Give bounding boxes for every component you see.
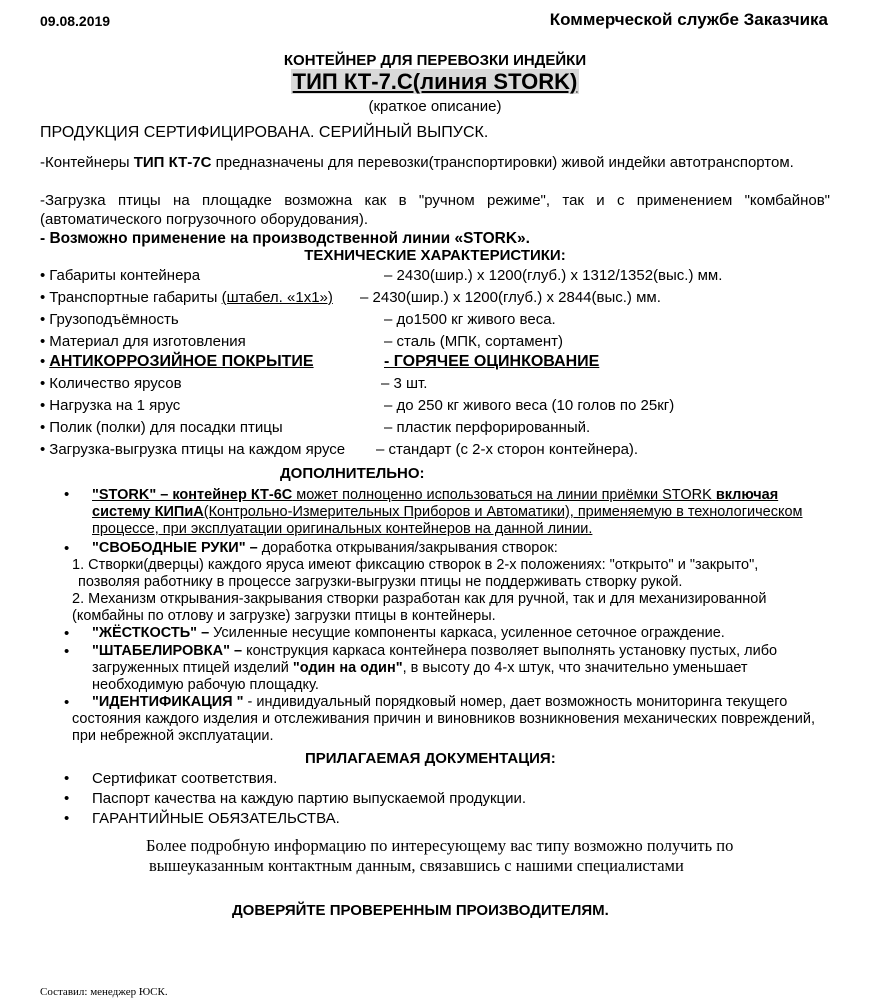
additional-heading — [0, 465, 870, 482]
spec-row — [40, 441, 840, 463]
spec-label-text: Грузоподъёмность — [49, 311, 179, 328]
identification-title: "ИДЕНТИФИКАЦИЯ " — [92, 694, 244, 710]
rigidity-text: Усиленные несущие компоненты каркаса, усиленное сеточное ограждение. — [209, 625, 725, 641]
bullet-icon: • — [40, 311, 46, 328]
free-hands-title: "СВОБОДНЫЕ РУКИ" – — [92, 540, 258, 556]
spec-label-text: Транспортные габариты — [49, 289, 222, 306]
spec-label — [40, 267, 200, 284]
bullet-icon: • — [40, 289, 46, 306]
specs-heading: ТЕХНИЧЕСКИЕ ХАРАКТЕРИСТИКИ: — [304, 247, 566, 264]
identification-text-2: состояния каждого изделия и отслеживания причин и виновников возникновения механических повреждений, — [72, 711, 816, 727]
free-hands-text: доработка открывания/закрывания створок: — [257, 540, 558, 556]
spec-label — [40, 353, 314, 371]
spec-label-text: АНТИКОРРОЗИЙНОЕ ПОКРЫТИЕ — [49, 353, 314, 370]
stork-item — [92, 487, 822, 538]
spec-row — [40, 289, 840, 311]
spec-value: – до1500 кг живого веса. — [384, 311, 556, 328]
spec-label-text: Габариты контейнера — [49, 267, 201, 284]
spec-value: – пластик перфорированный. — [384, 419, 591, 436]
trust-slogan — [0, 902, 870, 919]
spec-row — [40, 267, 840, 289]
more-info-line-2: вышеуказанным контактным данным, связавшись с нашими специалистами — [149, 856, 684, 875]
identification-item — [92, 694, 822, 711]
stork-item-text-2: (Контрольно-Измерительных Приборов и Автоматики), применяемую в технологическом процессе, при эксплуатации оригинальных контейнеров на данной линии. — [92, 504, 803, 537]
type-title-wrapper — [0, 69, 870, 95]
rigidity-title: "ЖЁСТКОСТЬ" – — [92, 625, 210, 641]
free-hands-point-2-cont: (комбайны по отлову и загрузке) загрузки птицы в контейнеры. — [72, 608, 496, 624]
bullet-icon: • — [64, 770, 70, 787]
bullet-icon: • — [40, 353, 46, 370]
spec-row — [40, 397, 840, 419]
spec-label-text: Нагрузка на 1 ярус — [49, 397, 181, 414]
stork-item-title: "STORK" – контейнер КТ-6С — [92, 487, 293, 503]
intro-paragraph-loading: -Загрузка птицы на площадке возможна как в "ручном режиме", так и с применением "комбайнов" (автоматического погрузочного оборудования). — [40, 192, 830, 228]
spec-value: – 3 шт. — [381, 375, 428, 392]
spec-row — [40, 311, 840, 333]
spec-value: – сталь (МПК, сортамент) — [384, 333, 564, 350]
documentation-heading-text: ПРИЛАГАЕМАЯ ДОКУМЕНТАЦИЯ: — [305, 750, 556, 767]
stacking-text: конструкция каркаса контейнера позволяет выполнять установку пустых, либо загруженных птицей изделий — [92, 643, 778, 676]
certified-statement: ПРОДУКЦИЯ СЕРТИФИЦИРОВАНА. СЕРИЙНЫЙ ВЫПУСК. — [40, 124, 489, 141]
bullet-icon: • — [40, 441, 46, 458]
free-hands-item — [92, 540, 822, 557]
intro-paragraph-purpose — [40, 153, 830, 172]
spec-label-text: Материал для изготовления — [49, 333, 246, 350]
subtitle: (краткое описание) — [368, 98, 502, 115]
stacking-one-on-one: "один на один" — [292, 660, 403, 676]
bullet-icon: • — [64, 625, 70, 642]
spec-label-text: Загрузка-выгрузка птицы на каждом ярусе — [49, 441, 346, 458]
free-hands-point-2: 2. Механизм открывания-закрывания створки разработан как для ручной, так и для механизированной — [72, 591, 767, 607]
spec-label — [40, 441, 345, 458]
compiled-by: Составил: менеджер ЮСК. — [40, 986, 168, 998]
spec-label — [40, 419, 283, 436]
spec-row — [40, 419, 840, 441]
stacking-title: "ШТАБЕЛИРОВКА" – — [92, 643, 243, 659]
bullet-icon: • — [64, 810, 70, 827]
more-info-line-1: Более подробную информацию по интересующему вас типу возможно получить по — [146, 836, 734, 855]
spec-value: – 2430(шир.) х 1200(глуб.) х 1312/1352(выс.) мм. — [384, 267, 723, 284]
bullet-icon: • — [40, 419, 46, 436]
identification-text-3: при небрежной эксплуатации. — [72, 728, 274, 744]
bullet-icon: • — [64, 694, 70, 711]
free-hands-point-1: 1. Створки(дверцы) каждого яруса имеют фиксацию створок в 2-х положениях: "открыто" и "закрыто", — [72, 557, 759, 573]
spec-label — [40, 311, 179, 328]
doc-item-passport: Паспорт качества на каждую партию выпускаемой продукции. — [92, 790, 527, 807]
documentation-heading — [0, 750, 870, 767]
p1-prefix: -Контейнеры — [40, 154, 134, 171]
document-date: 09.08.2019 — [40, 13, 111, 29]
bullet-icon: • — [64, 540, 70, 557]
p1-suffix: предназначены для перевозки(транспортировки) живой индейки автотранспортом. — [211, 154, 794, 171]
rigidity-item — [92, 625, 822, 642]
intro-paragraph-stork: - Возможно применение на производственной линии «STORK». — [40, 230, 530, 247]
bullet-icon: • — [40, 375, 46, 392]
bullet-icon: • — [64, 790, 70, 807]
type-title: ТИП КТ-7.С(линия STORK) — [292, 69, 578, 94]
additional-heading-text: ДОПОЛНИТЕЛЬНО: — [280, 465, 425, 482]
stork-item-text: может полноценно использоваться на линии приёмки STORK — [292, 487, 716, 503]
bullet-icon: • — [64, 643, 70, 660]
spec-row — [40, 333, 840, 355]
bullet-icon: • — [40, 267, 46, 284]
spec-row — [40, 375, 840, 397]
spec-label-note: (штабел. «1х1») — [221, 289, 333, 306]
spec-label — [40, 289, 333, 306]
spec-value: – до 250 кг живого веса (10 голов по 25кг) — [384, 397, 675, 414]
stacking-item — [92, 643, 792, 694]
doc-item-certificate: Сертификат соответствия. — [92, 770, 278, 787]
spec-value: – 2430(шир.) х 1200(глуб.) х 2844(выс.) мм. — [360, 289, 661, 306]
more-info — [146, 836, 806, 876]
p1-type: ТИП КТ-7С — [133, 154, 212, 171]
spec-row — [40, 353, 840, 375]
bullet-icon: • — [64, 486, 70, 503]
spec-label-text: Полик (полки) для посадки птицы — [49, 419, 283, 436]
document-title: КОНТЕЙНЕР ДЛЯ ПЕРЕВОЗКИ ИНДЕЙКИ — [283, 52, 587, 69]
spec-label — [40, 333, 246, 350]
spec-label — [40, 397, 180, 414]
stork-item-kipia: включая систему КИПиА — [92, 487, 779, 520]
spec-label-text: Количество ярусов — [49, 375, 182, 392]
identification-text: - индивидуальный порядковый номер, дает возможность мониторинга текущего — [243, 694, 788, 710]
spec-value: – стандарт (с 2-х сторон контейнера). — [376, 441, 639, 458]
trust-slogan-text: ДОВЕРЯЙТЕ ПРОВЕРЕННЫМ ПРОИЗВОДИТЕЛЯМ. — [232, 902, 609, 919]
stacking-text-2: , в высоту до 4-х штук, что значительно уменьшает необходимую рабочую площадку. — [92, 660, 748, 693]
bullet-icon: • — [40, 333, 46, 350]
spec-label — [40, 375, 182, 392]
spec-value: - ГОРЯЧЕЕ ОЦИНКОВАНИЕ — [384, 353, 600, 370]
recipient: Коммерческой службе Заказчика — [549, 10, 828, 29]
bullet-icon: • — [40, 397, 46, 414]
free-hands-point-1-cont: позволяя работнику в процессе загрузки-выгрузки птицы не поддерживать створку рукой. — [78, 574, 683, 590]
doc-item-warranty: ГАРАНТИЙНЫЕ ОБЯЗАТЕЛЬСТВА. — [92, 810, 340, 827]
